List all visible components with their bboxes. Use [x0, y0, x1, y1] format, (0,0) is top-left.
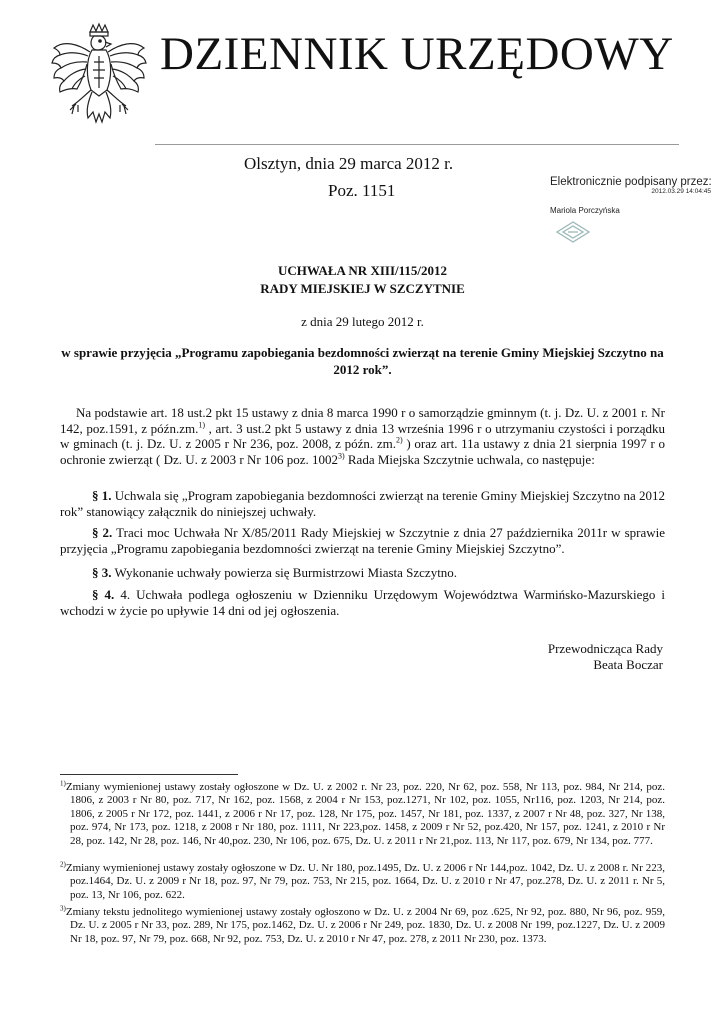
intro-text-a: Na podstawie art. 18 ust.2 pkt 15 ustawy z dnia 8 marca 1990 r o samorządzie gminnym (t. j. Dz. U. z 2001 r. Nr 142, poz.1591, z późn.zm. — [60, 405, 665, 436]
section-2 — [60, 525, 665, 556]
signer-name: Beata Boczar — [593, 657, 663, 672]
section-3-text: Wykonanie uchwały powierza się Burmistrzowi Miasta Szczytno. — [111, 565, 458, 580]
council-name: RADY MIEJSKIEJ W SZCZYTNIE — [260, 281, 465, 296]
section-3 — [60, 565, 665, 581]
eagle-emblem-icon — [48, 22, 150, 140]
electronic-signature — [550, 176, 715, 215]
footnote — [60, 906, 665, 946]
section-1-text: Uchwala się „Program zapobiegania bezdomności zwierząt na terenie Gminy Miejskiej Szczytno na 2012 rok” stanowiący załącznik do niniejszej uchwały. — [60, 488, 666, 519]
signature-name: Mariola Porczyńska — [550, 206, 620, 215]
header-divider — [155, 144, 679, 145]
section-3-label: § 3. — [92, 565, 112, 580]
section-4-text: 4. Uchwała podlega ogłoszeniu w Dzienniku Urzędowym Województwa Warmińsko-Mazurskiego i wchodzi w życie po upływie 14 dni od jej ogłoszenia. — [60, 587, 666, 618]
section-1 — [60, 488, 665, 519]
signature-title: Elektronicznie podpisany przez: — [550, 176, 712, 188]
footnote-ref-1: 1) — [198, 420, 206, 430]
resolution-subject: w sprawie przyjęcia „Programu zapobiegania bezdomności zwierząt na terenie Gminy Miejskiej Szczytno na 2012 rok”. — [61, 345, 664, 377]
publication-date: Olsztyn, dnia 29 marca 2012 r. — [244, 154, 454, 173]
footnote-ref-2: 2) — [396, 435, 403, 445]
footnote — [60, 781, 665, 848]
intro-text-d: Rada Miejska Szczytnie uchwala, co następuje: — [344, 451, 595, 467]
footnote-text: Zmiany wymienionej ustawy zostały ogłoszone w Dz. U. Nr 180, poz.1495, Dz. U. z 2006 r Nr 144,poz. 1042, Dz. U. z 2008 r. Nr 223, poz.1464, Dz. U. z 2009 r Nr 18, poz. 97, Nr 79, poz. 753, Nr 215, poz. 1664, Dz. U. z 2010 r Nr 47, poz.278, Dz. U. z 2011 r. Nr 5, poz. 13, Nr 106, poz. 622. — [65, 862, 665, 901]
section-2-label: § 2. — [92, 525, 113, 540]
section-2-text: Traci moc Uchwała Nr X/85/2011 Rady Miejskiej w Szczytnie z dnia 27 października 2011r w sprawie przyjęcia „Programu zapobiegania bezdomności zwierząt na terenie Gminy Miejskiej Szczytno”. — [60, 525, 666, 556]
footnote — [60, 862, 665, 902]
intro-text-c: ) oraz art. 11a ustawy z dnia 21 sierpnia 1997 r o ochronie zwierząt ( Dz. U. z 2003 r Nr 106 poz. 1002 — [60, 436, 665, 467]
signature-logo-icon — [555, 220, 591, 244]
signer-role: Przewodnicząca Rady — [547, 641, 663, 656]
footnote-marker: 1) — [60, 779, 66, 788]
footnote-text: Zmiany tekstu jednolitego wymienionej ustawy zostały ogłoszono w Dz. U. z 2004 Nr 69, poz .625, Nr 92, poz. 880, Nr 96, poz. 959, Dz. U. z 2005 r Nr 33, poz. 289, Nr 175, poz.1462, Dz. U. z 2006 r Nr 249, poz. 1830, Dz. U. z 2008 Nr 199, poz.1227, Dz. U. z 2009 Nr 18, poz. 97, Nr 79, poz. 668, Nr 92, poz. 753, Dz. U. z 2010 r Nr 47, poz. 278, z 2011 Nr 230, poz. 1373. — [65, 906, 665, 945]
footnote-ref-3: 3) — [337, 451, 345, 461]
section-1-label: § 1. — [92, 488, 112, 503]
footnote-text: Zmiany wymienionej ustawy zostały ogłoszone w Dz. U. z 2002 r. Nr 23, poz. 220, Nr 62, poz. 558, Nr 113, poz. 984, Nr 214, poz. 1806, z 2003 r Nr 80, poz. 717, Nr 162, poz. 1568, z 2004 r Nr 153, poz.1271, Nr 102, poz. 1055, Nr116, poz. 1203, Nr 214, poz. 1806, z 2005 r Nr 172, poz. 1441, z 2006 r Nr 17, poz. 128, Nr 175, poz. 1457, Nr 181, poz. 1337, z 2007 r Nr 48, poz. 327, Nr 138, poz. 974, Nr 173, poz. 1218, z 2008 r Nr 180, poz. 1111, Nr 223,poz. 1458, z 2009 r Nr 52, poz.420, Nr 157, poz. 1241, z 2010 r Nr 28, poz. 142, Nr 28, poz. 146, Nr 40,poz. 230, Nr 106, poz. 675, Dz. U. z 2011 r Nr 21,poz. 113, Nr 117, poz. 679, Nr 134, poz. 777. — [65, 781, 665, 847]
footnote-divider — [60, 774, 238, 775]
legal-basis-paragraph — [60, 405, 665, 467]
intro-text-b: , art. 3 ust.2 pkt 5 ustawy z dnia 13 września 1996 r o utrzymaniu czystości i porządku w gminach (t. j. Dz. U. z 2005 r Nr 236, poz. 2008, z późn. zm. — [60, 420, 665, 452]
resolution-number: UCHWAŁA NR XIII/115/2012 — [277, 263, 448, 278]
signature-timestamp: 2012.03.29 14:04:45 — [651, 188, 711, 195]
section-4 — [60, 587, 665, 618]
position-number: Poz. 1151 — [328, 181, 396, 200]
resolution-date: z dnia 29 lutego 2012 r. — [301, 314, 424, 329]
footnote-marker: 2) — [60, 860, 66, 869]
footnote-marker: 3) — [60, 904, 66, 913]
masthead-title: DZIENNIK URZĘDOWY — [160, 28, 674, 80]
section-4-label: § 4. — [92, 587, 115, 602]
